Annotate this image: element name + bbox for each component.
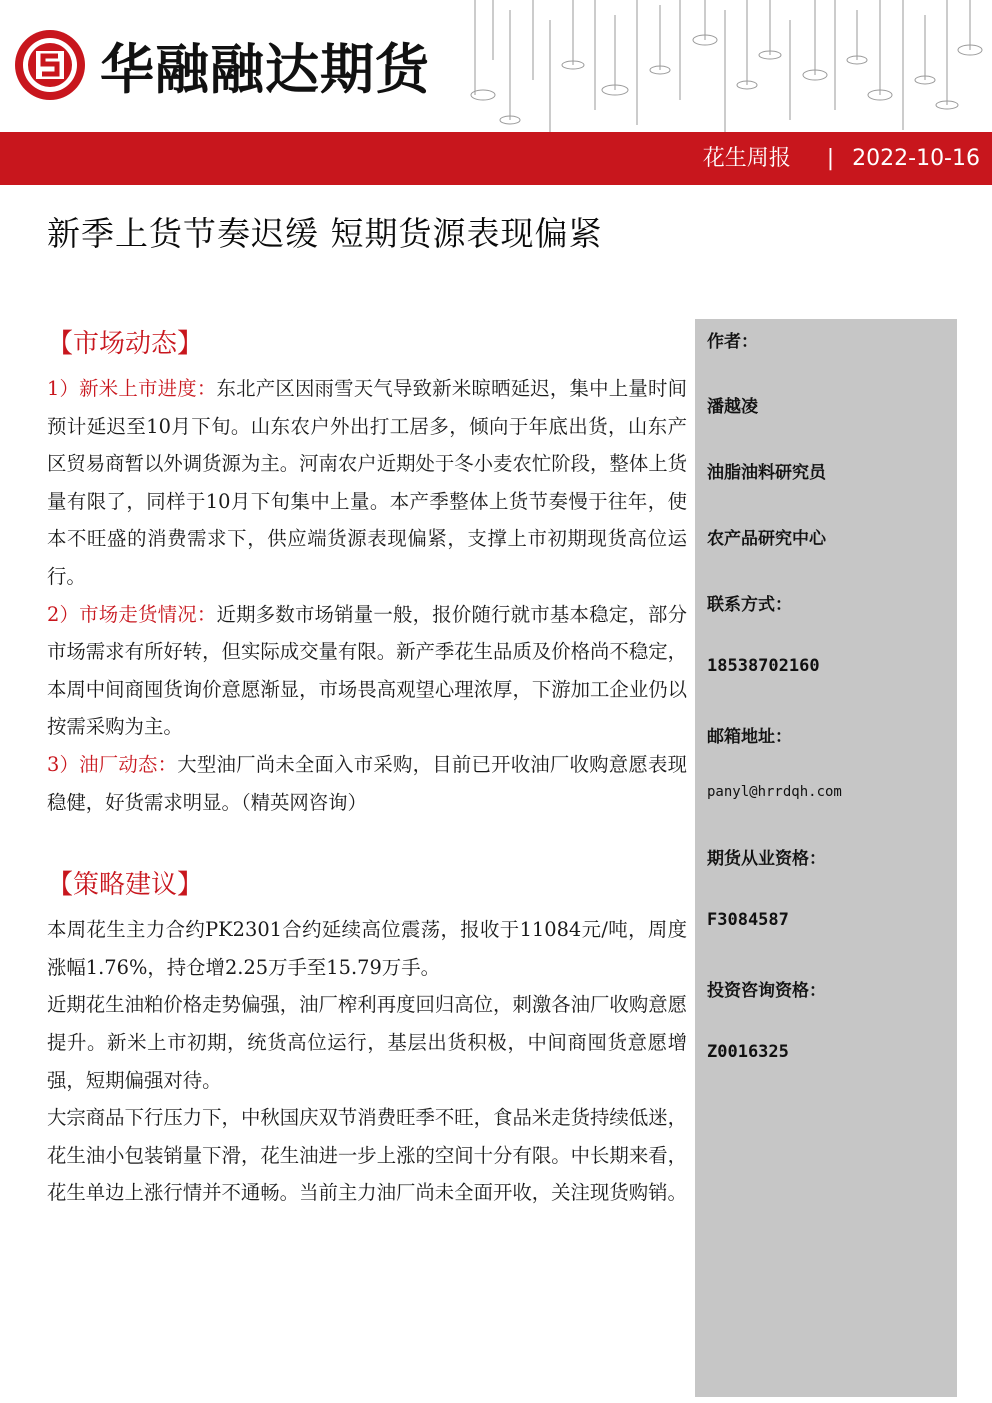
market-item (47, 746, 687, 821)
author-label: 作者： (707, 332, 758, 352)
decorative-pattern (455, 0, 992, 132)
market-item-lead: 3）油厂动态： (47, 752, 178, 776)
email-label: 邮箱地址： (707, 727, 792, 747)
company-name: 华融融达期货 (100, 37, 430, 101)
section-heading-market: 【市场动态】 (47, 329, 204, 359)
header-band (0, 132, 992, 185)
section-heading-strategy: 【策略建议】 (47, 870, 204, 901)
market-item-text: 近期多数市场销量一般，报价随行就市基本稳定，部分市场需求有所好转，但实际成交量有限。新产季花生品质及价格尚不稳定，本周中间商囤货询价意愿渐显，市场畏高观望心理浓厚，下游加工企业仍以按需采购为主。 (47, 602, 688, 739)
strategy-paragraph: 大宗商品下行压力下，中秋国庆双节消费旺季不旺，食品米走货持续低迷，花生油小包装销量下滑，花生油进一步上涨的空间十分有限。中长期来看，花生单边上涨行情并不通畅。当前主力油厂尚未全面开收，关注现货购销。 (47, 1106, 687, 1205)
market-item-lead: 2）市场走货情况： (47, 602, 217, 626)
company-logo (12, 20, 430, 110)
strategy-paragraph: 近期花生油粕价格走势偏强，油厂榨利再度回归高位，刺激各油厂收购意愿提升。新米上市初期，统货高位运行，基层出货积极，中间商囤货意愿增强，短期偏强对待。 (47, 993, 687, 1092)
futures-qualification-number: F3084587 (707, 910, 789, 930)
phone-number: 18538702160 (707, 656, 820, 676)
author-department: 农产品研究中心 (707, 529, 826, 549)
author-title: 油脂油料研究员 (707, 463, 826, 483)
company-logo-icon (12, 27, 88, 103)
market-item-text: 大型油厂尚未全面入市采购，目前已开收油厂收购意愿表现稳健，好货需求明显。（精英网咨询） (47, 752, 687, 814)
market-item-text: 东北产区因雨雪天气导致新米晾晒延迟，集中上量时间预计延迟至10月下旬。山东农户外出打工居多，倾向于年底出货，山东产区贸易商暂以外调货源为主。河南农户近期处于冬小麦农忙阶段，整体上货量有限了，同样于10月下旬集中上量。本产季整体上货节奏慢于往年，使本不旺盛的消费需求下，供应端货源表现偏紧，支撑上市初期现货高位运行。 (47, 377, 688, 588)
report-type: 花生周报 (702, 146, 791, 171)
email-address[interactable]: panyl@hrrdqh.com (707, 784, 842, 800)
market-item (47, 370, 687, 596)
advisory-qualification-number: Z0016325 (707, 1042, 789, 1062)
author-name: 潘越凌 (707, 397, 758, 417)
contact-label: 联系方式： (707, 595, 792, 615)
advisory-qualification-label: 投资咨询资格： (707, 981, 826, 1001)
market-item-lead: 1）新米上市进度： (47, 377, 217, 400)
header-separator: | (826, 146, 835, 171)
report-date: 2022-10-16 (852, 146, 980, 171)
futures-qualification-label: 期货从业资格： (707, 849, 826, 869)
market-item (47, 596, 687, 746)
report-title: 新季上货节奏迟缓 短期货源表现偏紧 (47, 214, 603, 253)
strategy-paragraph: 本周花生主力合约PK2301合约延续高位震荡，报收于11084元/吨，周度涨幅1.76%，持仓增2.25万手至15.79万手。 (47, 918, 687, 979)
author-sidebar (695, 319, 957, 1397)
report-header (0, 0, 992, 186)
main-content (47, 320, 687, 1212)
